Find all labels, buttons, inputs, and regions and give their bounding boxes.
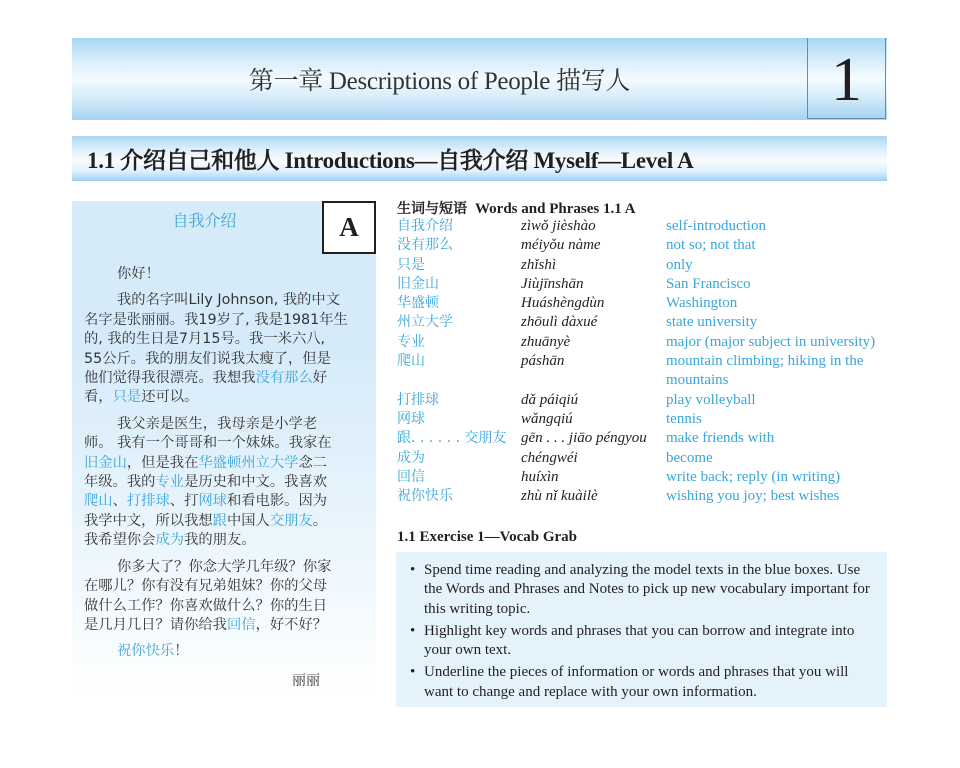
text-line — [84, 531, 374, 550]
text-segment: 我的名字叫Lily Johnson, 我的中文 — [117, 292, 341, 309]
text-segment: 的, 我的生日是7月15号。我一米六八, — [84, 331, 326, 348]
vocab-chinese: 没有那么 — [397, 237, 453, 254]
text-line — [84, 388, 374, 407]
text-segment: ！ — [174, 643, 189, 660]
text-line — [84, 597, 374, 616]
vocab-english: major (major subject in university) — [666, 333, 876, 350]
text-segment: 好 — [312, 370, 328, 387]
highlighted-vocab: 旧金山 — [84, 454, 127, 471]
vocab-chinese: 华盛顿 — [397, 295, 439, 312]
text-segment: ，但是我在 — [126, 454, 199, 471]
vocab-english: state university — [666, 314, 758, 331]
vocab-row — [397, 487, 897, 506]
vocab-chinese: 跟. . . . . . 交朋友 — [397, 430, 507, 447]
text-segment: 你多大了？你念大学几年级？你家 — [117, 558, 332, 575]
highlighted-vocab: 跟 — [212, 512, 227, 529]
exercise-box — [396, 552, 887, 707]
vocab-chinese: 只是 — [397, 256, 425, 273]
vocab-english: wishing you joy; best wishes — [666, 488, 840, 505]
bullet-icon: • — [410, 622, 416, 639]
vocab-row — [397, 449, 897, 468]
text-segment: 是几月几日？请你给我 — [84, 616, 227, 633]
vocab-pinyin: dǎ páiqiú — [521, 391, 579, 408]
vocab-pinyin: Huáshèngdùn — [521, 295, 605, 312]
exercise-item — [410, 622, 880, 661]
vocab-chinese: 网球 — [397, 410, 425, 427]
text-segment: 他们觉得我很漂亮。我想我 — [84, 370, 256, 387]
vocab-chinese: 成为 — [397, 449, 425, 466]
highlighted-vocab: 网球 — [198, 493, 227, 510]
vocab-pinyin: méiyǒu nàme — [521, 237, 601, 254]
text-segment: 、 — [112, 493, 127, 510]
exercise-item — [410, 561, 880, 619]
highlighted-vocab: 打排球 — [126, 493, 170, 510]
highlighted-vocab: 华盛顿州立大学 — [198, 454, 299, 471]
section-title: 1.1 介绍自己和他人 Introductions—自我介绍 Myself—Level A — [87, 148, 694, 173]
vocab-english: only — [666, 256, 693, 273]
text-segment: 我的朋友。 — [184, 532, 256, 549]
vocab-row — [397, 217, 897, 236]
text-line — [84, 577, 374, 596]
highlighted-vocab: 没有那么 — [255, 370, 313, 387]
model-text-title: 自我介绍 — [172, 211, 237, 230]
vocab-english: play volleyball — [666, 391, 756, 408]
vocab-pinyin: zhuānyè — [521, 333, 571, 350]
text-segment: 师。 我有一个哥哥和一个妹妹。我家在 — [84, 435, 332, 452]
vocab-pinyin: zhǐshì — [521, 256, 557, 273]
letter-signature: 丽丽 — [292, 673, 320, 689]
text-segment: 在哪儿？你有没有兄弟姐妹？你的父母 — [84, 578, 328, 595]
exercise-item — [410, 663, 880, 702]
paragraph — [84, 415, 374, 551]
vocab-pinyin: wǎngqiú — [521, 410, 573, 427]
vocab-english: not so; not that — [666, 237, 756, 254]
text-line — [84, 291, 374, 310]
text-line — [84, 642, 374, 661]
vocab-pinyin: Jiùjīnshān — [521, 275, 584, 292]
text-segment: 名字是张丽丽。我19岁了, 我是1981年生 — [84, 311, 348, 328]
chapter-title: 第一章 Descriptions of People 描写人 — [248, 68, 631, 95]
text-segment: 55公斤。我的朋友们说我太瘦了，但是 — [84, 350, 331, 367]
vocab-pinyin: páshān — [521, 353, 565, 370]
vocab-row — [397, 410, 897, 429]
text-segment: 看， — [84, 389, 113, 406]
text-segment: 还可以。 — [141, 389, 199, 406]
vocab-english: mountain climbing; hiking in the mountains — [666, 353, 864, 389]
vocab-english: tennis — [666, 410, 702, 427]
text-segment: 我父亲是医生，我母亲是小学老 — [117, 415, 318, 432]
highlighted-vocab: 祝你快乐 — [117, 643, 175, 660]
vocab-list — [397, 217, 897, 506]
text-line — [84, 415, 374, 434]
bullet-icon: • — [410, 664, 416, 681]
vocab-row — [397, 313, 897, 332]
exercise-list — [410, 561, 880, 705]
highlighted-vocab: 只是 — [112, 389, 142, 406]
text-line — [84, 558, 374, 577]
exercise-heading: 1.1 Exercise 1—Vocab Grab — [397, 529, 577, 545]
chapter-banner — [72, 38, 887, 120]
text-segment: 是历史和中文。我喜欢 — [184, 474, 328, 491]
vocab-english: San Francisco — [666, 275, 751, 292]
vocab-row — [397, 352, 897, 391]
vocab-chinese: 旧金山 — [397, 275, 439, 292]
text-line — [84, 473, 374, 492]
vocab-row — [397, 275, 897, 294]
chapter-number-box — [807, 38, 886, 119]
level-badge: A — [322, 201, 376, 254]
text-segment: 和看电影。因为 — [226, 493, 328, 510]
text-line — [84, 369, 374, 388]
vocab-chinese: 专业 — [397, 333, 425, 350]
vocab-english: self-introduction — [666, 218, 766, 234]
text-line — [84, 265, 374, 284]
vocab-english: write back; reply (in writing) — [666, 468, 841, 485]
highlighted-vocab: 成为 — [155, 532, 185, 549]
vocab-chinese: 打排球 — [397, 391, 439, 408]
paragraph — [84, 265, 374, 284]
vocab-row — [397, 294, 897, 313]
highlighted-vocab: 回信 — [226, 616, 256, 633]
vocab-english: become — [666, 449, 713, 466]
text-line — [84, 434, 374, 453]
vocab-chinese: 州立大学 — [397, 314, 453, 331]
chapter-number: 1 — [831, 46, 862, 114]
highlighted-vocab: 爬山 — [84, 493, 113, 510]
text-segment: 做什么工作？你喜欢做什么？你的生日 — [84, 597, 328, 614]
vocab-chinese: 爬山 — [397, 353, 425, 370]
vocab-row — [397, 468, 897, 487]
vocab-row — [397, 429, 897, 448]
text-segment: 你好！ — [117, 266, 160, 282]
vocab-english: make friends with — [666, 430, 775, 447]
exercise-item-text: Highlight key words and phrases that you can borrow and integrate into your own text. — [424, 622, 855, 659]
vocab-chinese: 自我介绍 — [397, 218, 453, 234]
text-line — [84, 330, 374, 349]
exercise-item-text: Spend time reading and analyzing the model texts in the blue boxes. Use the Words and Phrases and Notes to pick up new vocabulary important for this writing topic. — [424, 562, 870, 617]
vocab-pinyin: huíxìn — [521, 468, 559, 485]
paragraph — [84, 291, 374, 407]
vocab-row — [397, 236, 897, 255]
vocab-english: Washington — [666, 295, 738, 312]
text-segment: 我希望你会 — [84, 532, 156, 549]
text-segment: 念二 — [298, 454, 328, 471]
text-segment: 中国人 — [226, 512, 270, 529]
vocab-pinyin: zìwǒ jièshào — [521, 218, 596, 234]
text-line — [84, 350, 374, 369]
vocab-chinese: 回信 — [397, 468, 425, 485]
highlighted-vocab: 交朋友 — [269, 512, 313, 529]
vocab-row — [397, 391, 897, 410]
text-line — [84, 616, 374, 635]
text-line — [84, 492, 374, 511]
paragraph — [84, 642, 374, 661]
vocab-pinyin: zhōulì dàxué — [521, 314, 598, 331]
text-segment: 我学中文，所以我想 — [84, 512, 213, 529]
text-line — [84, 311, 374, 330]
vocab-chinese: 祝你快乐 — [397, 488, 453, 505]
vocab-row — [397, 256, 897, 275]
vocab-heading — [397, 198, 635, 218]
text-line — [84, 454, 374, 473]
text-segment: 、打 — [169, 493, 199, 510]
vocab-pinyin: chéngwéi — [521, 449, 578, 466]
text-segment: 。 — [312, 512, 328, 529]
highlighted-vocab: 专业 — [155, 474, 185, 491]
vocab-pinyin: gēn . . . jiāo péngyou — [521, 430, 647, 447]
paragraph — [84, 558, 374, 636]
vocab-row — [397, 333, 897, 352]
text-segment: ，好不好？ — [255, 616, 328, 633]
model-text-body — [84, 265, 374, 669]
text-segment: 年级。我的 — [84, 474, 156, 491]
text-line — [84, 512, 374, 531]
vocab-pinyin: zhù nǐ kuàilè — [521, 488, 598, 505]
section-banner — [72, 136, 887, 181]
exercise-item-text: Underline the pieces of information or words and phrases that you will want to change and replace with your own information. — [424, 664, 849, 700]
vocab-heading-zh: 生词与短语 — [397, 201, 467, 217]
vocab-heading-en: Words and Phrases 1.1 A — [475, 201, 636, 217]
bullet-icon: • — [410, 562, 416, 578]
